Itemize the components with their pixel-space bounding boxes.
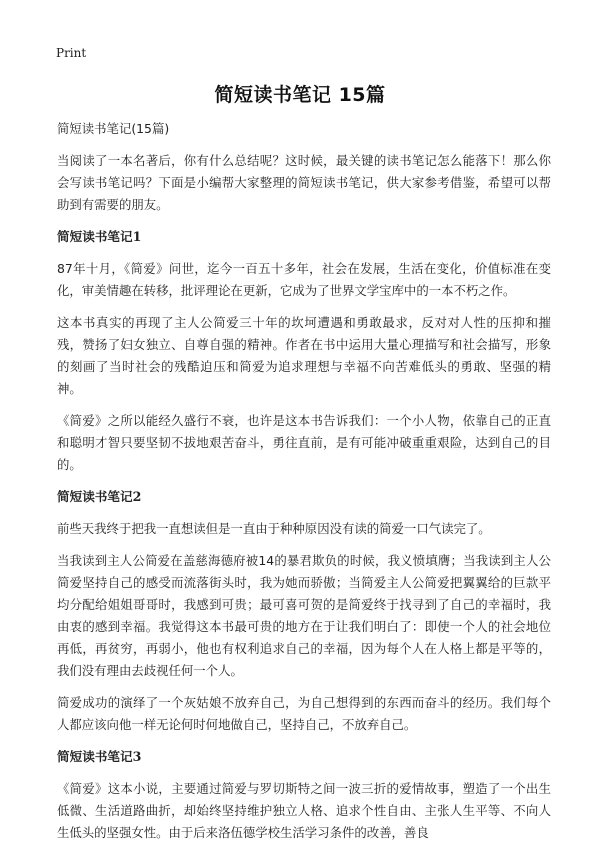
document-subtitle: 简短读书笔记(15篇) xyxy=(57,121,170,136)
section-1-paragraph-2: 这本书真实的再现了主人公简爱三十年的坎坷遭遇和勇敢最求，反对对人性的压抑和摧残，赞扬了妇女独立、自尊自强的精神。作者在书中运用大量心理描写和社会描写，形象的刻画了当时社会的残酷迫压和简爱为追求理想与幸福不向苦难低头的勇敢、坚强的精神。 xyxy=(57,315,551,396)
section-2-paragraph-1: 前些天我终于把我一直想读但是一直由于种种原因没有读的简爱一口气读完了。 xyxy=(57,521,491,536)
document-body xyxy=(57,118,551,854)
section-heading-2: 简短读书笔记2 xyxy=(57,489,142,504)
section-1-paragraph-3: 《简爱》之所以能经久盛行不衰，也许是这本书告诉我们：一个小人物，依靠自己的正直和聪明才智只要坚韧不拔地艰苦奋斗，勇往直前，是有可能冲破重重艰险，达到自己的目的。 xyxy=(57,413,551,472)
section-3-paragraph-1: 《简爱》这本小说，主要通过简爱与罗切斯特之间一波三折的爱情故事，塑造了一个出生低微、生活道路曲折，却始终坚持维护独立人格、追求个性自由、主张人生平等、不向人生低头的坚强女性。由于后来洛伍德学校生活学习条件的改善，善良 xyxy=(57,781,551,840)
print-link[interactable]: Print xyxy=(56,46,87,60)
section-2-paragraph-2: 当我读到主人公简爱在盖慈海德府被14的暴君欺负的时候，我义愤填膺；当我读到主人公简爱坚持自己的感受而流落街头时，我为她而骄傲；当简爱主人公简爱把翼翼给的巨款平均分配给姐姐哥哥时，我感到可贵；最可喜可贺的是简爱终于找寻到了自己的幸福时，我由衷的感到幸福。我觉得这本书最可贵的地方在于让我们明白了：即使一个人的社会地位再低，再贫穷，再弱小，他也有权利追求自己的幸福，因为每个人在人格上都是平等的，我们没有理由去歧视任何一个人。 xyxy=(57,553,551,678)
intro-paragraph: 当阅读了一本名著后，你有什么总结呢？这时候，最关键的读书笔记怎么能落下！那么你会写读书笔记吗？下面是小编帮大家整理的简短读书笔记，供大家参考借鉴，希望可以帮助到有需要的朋友。 xyxy=(57,153,551,212)
page-title: 简短读书笔记 15篇 xyxy=(214,84,386,106)
section-2-paragraph-3: 简爱成功的演绎了一个灰姑娘不放弃自己，为自己想得到的东西而奋斗的经历。我们每个人都应该向他一样无论何时何地做自己，坚持自己，不放弃自己。 xyxy=(57,695,551,732)
section-heading-3: 简短读书笔记3 xyxy=(57,749,142,764)
section-1-paragraph-1: 87年十月，《简爱》问世，迄今一百五十多年，社会在发展，生活在变化，价值标准在变化，审美情趣在转移，批评理论在更新，它成为了世界文学宝库中的一本不朽之作。 xyxy=(57,261,551,298)
section-heading-1: 简短读书笔记1 xyxy=(57,229,142,244)
